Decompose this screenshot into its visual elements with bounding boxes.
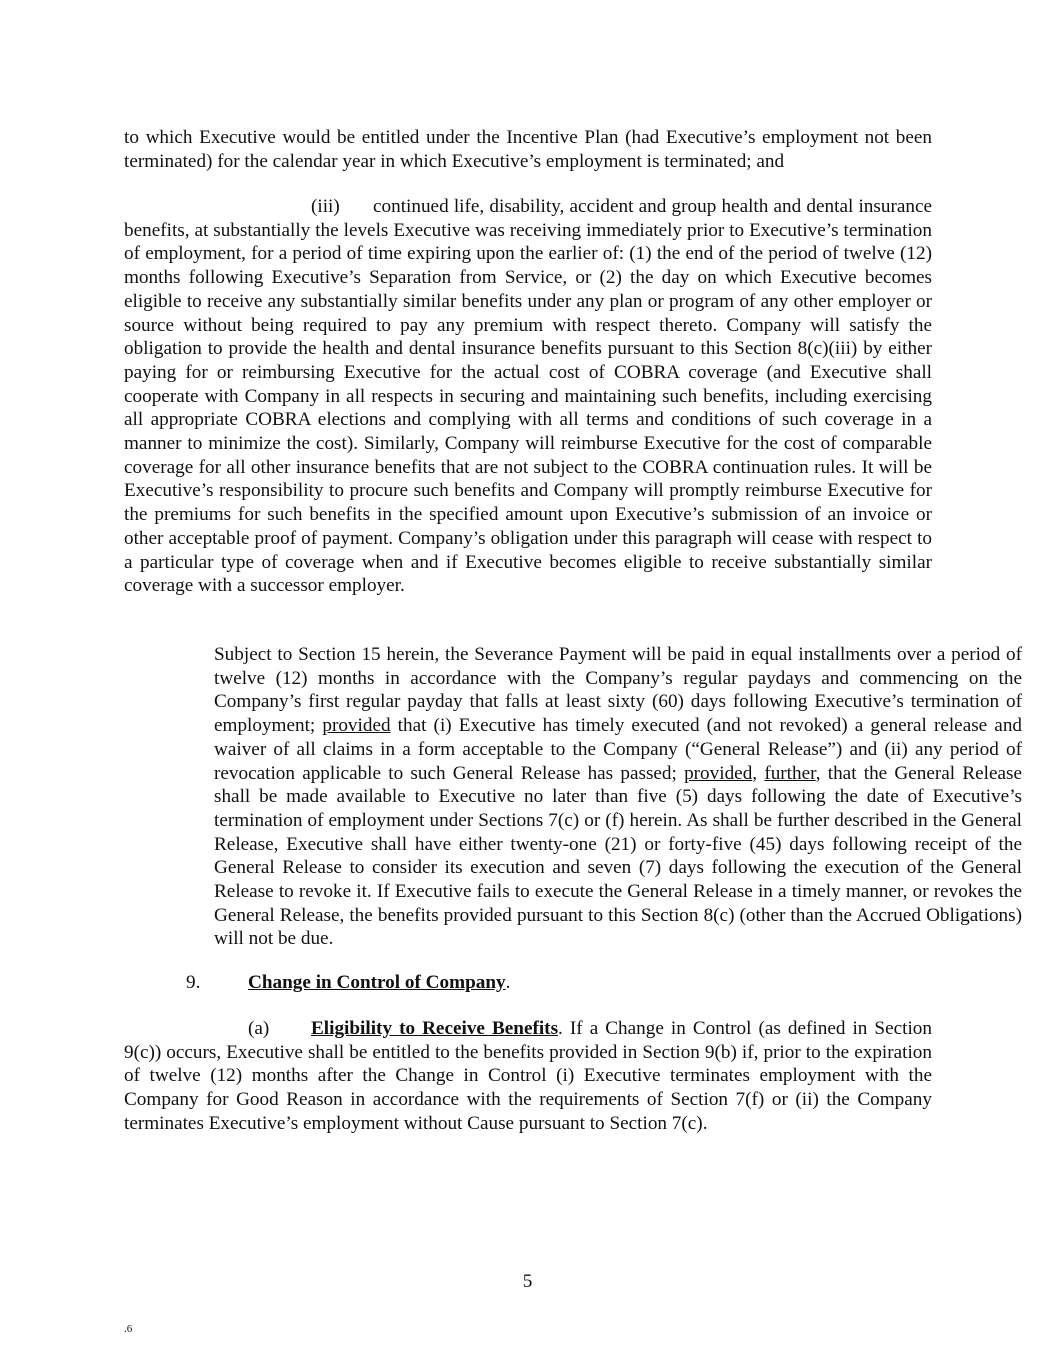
section-9-title: Change in Control of Company: [248, 972, 506, 993]
page-number: 5: [522, 1271, 533, 1292]
clause-label-a: (a): [248, 1018, 270, 1039]
section-9-heading: [186, 971, 510, 995]
clause-a-heading: Eligibility to Receive Benefits: [311, 1018, 559, 1039]
document-code: .6: [124, 1323, 133, 1335]
clause-a-heading-suffix: .: [558, 1018, 563, 1039]
provided-term-2: provided: [684, 762, 753, 784]
section-9-title-suffix: .: [505, 972, 511, 993]
payment-comma: ,: [752, 762, 765, 784]
provided-term: provided: [322, 715, 391, 737]
payment-text-part2: that (i) Executive has timely executed (and not revoked) a general release and waiver of all claims in a form acceptable to the Company (“General Release”) and (ii) any period of revocation applicable to such General Release has passed;: [214, 715, 1023, 784]
paragraph-iii: [124, 195, 932, 598]
intro-text: to which Executive would be entitled under the Incentive Plan (had Executive’s employment not been terminated) for the calendar year in which Executive’s employment is terminated; and: [124, 127, 932, 172]
section-9-number: 9.: [186, 972, 201, 993]
paragraph-severance-payment: [124, 643, 1022, 951]
payment-text-part1: Subject to Section 15 herein, the Severance Payment will be paid in equal installments over a period of twelve (12) months in accordance with the Company’s regular paydays and commencing on the Company’s first regular payday that falls at least sixty (60) days following Executive’s termination of employment;: [214, 644, 1022, 737]
paragraph-intro: [124, 126, 932, 173]
clause-a-text: If a Change in Control (as defined in Section 9(c)) occurs, Executive shall be entitled to the benefits provided in Section 9(b) if, prior to the expiration of twelve (12) months after the Change in Control (i) Executive terminates employment with the Company for Good Reason in accordance with the requirements of Section 7(f) or (ii) the Company terminates Executive’s employment without Cause pursuant to Section 7(c).: [124, 1018, 932, 1134]
payment-text-part3: , that the General Release shall be made available to Executive no later than five (5) days following the date of Executive’s termination of employment under Sections 7(c) or (f) herein. As shall be further described in the General Release, Executive shall have either twenty-one (21) or forty-five (45) days following receipt of the General Release to consider its execution and seven (7) days following the execution of the General Release to revoke it. If Executive fails to execute the General Release in a timely manner, or revokes the General Release, the benefits provided pursuant to this Section 8(c) (other than the Accrued Obligations) will not be due.: [214, 762, 1022, 950]
paragraph-9a: [124, 1017, 932, 1136]
further-term: further: [764, 762, 816, 784]
clause-label-iii: (iii): [311, 196, 340, 217]
clause-iii-text: continued life, disability, accident and group health and dental insurance benefits, at substantially the levels Executive was receiving immediately prior to Executive’s termination of employment, for a period of time expiring upon the earlier of: (1) the end of the period of twelve (12) months following Executive’s Separation from Service, or (2) the day on which Executive becomes eligible to receive any substantially similar benefits under any plan or program of any other employer or source without being required to pay any premium with respect thereto. Company will satisfy the obligation to provide the health and dental insurance benefits pursuant to this Section 8(c)(iii) by either paying for or reimbursing Executive for the actual cost of COBRA coverage (and Executive shall cooperate with Company in all respects in securing and maintaining such benefits, including exercising all appropriate COBRA elections and complying with all terms and conditions of such coverage in a manner to minimize the cost). Similarly, Company will reimburse Executive for the cost of comparable coverage for all other insurance benefits that are not subject to the COBRA continuation rules. It will be Executive’s responsibility to procure such benefits and Company will promptly reimburse Executive for the premiums for such benefits in the specified amount upon Executive’s submission of an invoice or other acceptable proof of payment. Company’s obligation under this paragraph will cease with respect to a particular type of coverage when and if Executive becomes eligible to receive substantially similar coverage with a successor employer.: [124, 196, 932, 597]
